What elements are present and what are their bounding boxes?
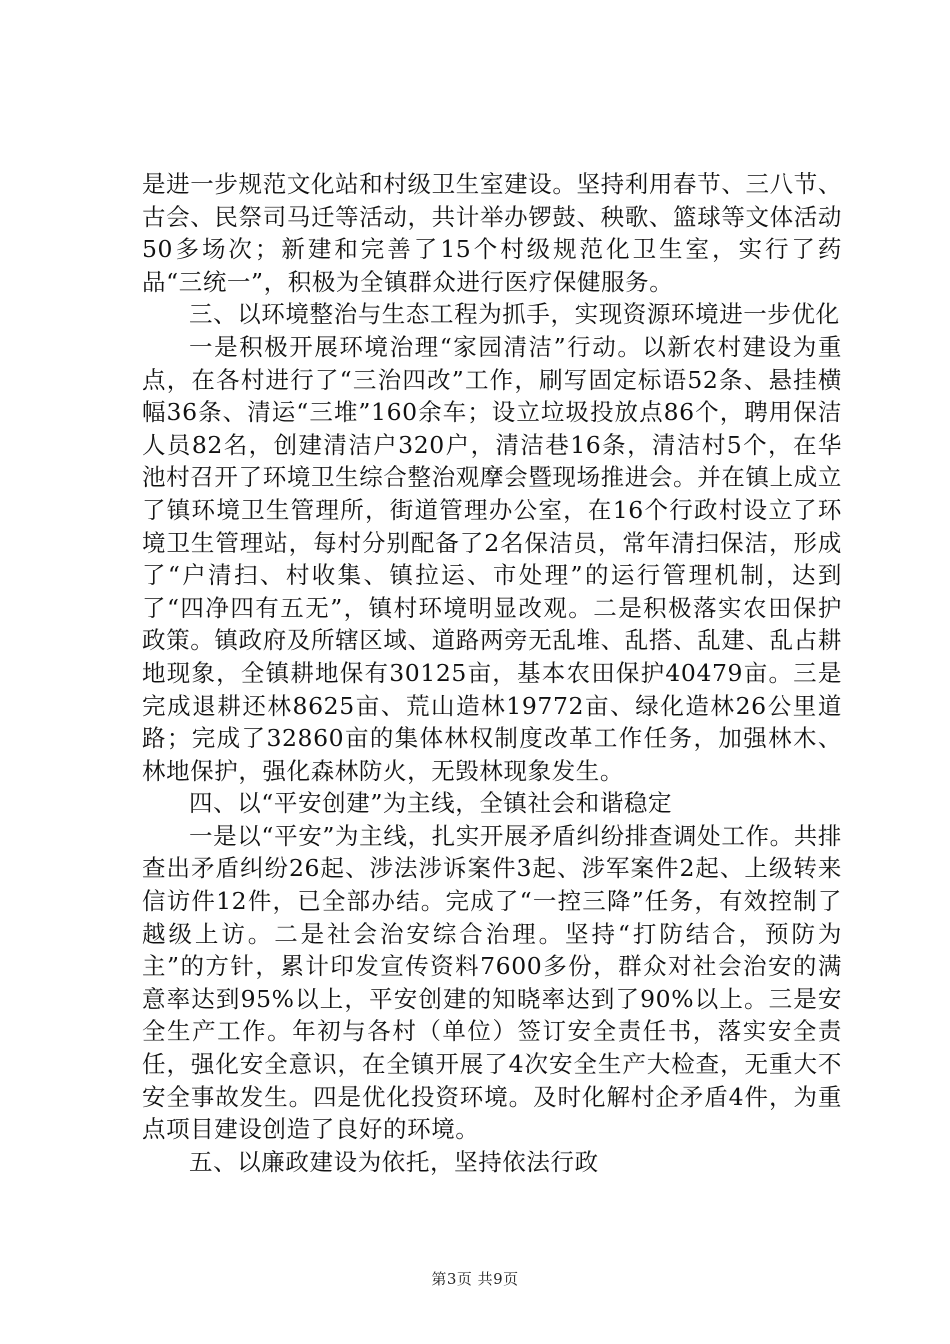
paragraph-culture-health: 是进一步规范文化站和村级卫生室建设。坚持利用春节、三八节、古会、民祭司马迁等活动，共计举办锣鼓、秧歌、篮球等文体活动50多场次；新建和完善了15个村级规范化卫生室，实行了药品“三统一”，积极为全镇群众进行医疗保健服务。 bbox=[142, 170, 842, 296]
heading-section-five: 五、以廉政建设为依托，坚持依法行政 bbox=[189, 1147, 599, 1176]
paragraph-environment: 一是积极开展环境治理“家园清洁”行动。以新农村建设为重点，在各村进行了“三治四改”工作，刷写固定标语52条、悬挂横幅36条、清运“三堆”160余车；设立垃圾投放点86个，聘用保洁人员82名，创建清洁户320户，清洁巷16条，清洁村5个，在华池村召开了环境卫生综合整治观摩会暨现场推进会。并在镇上成立了镇环境卫生管理所，街道管理办公室，在16个行政村设立了环境卫生管理站，每村分别配备了2名保洁员，常年清扫保洁，形成了“户清扫、村收集、镇拉运、市处理”的运行管理机制，达到了“四净四有五无”，镇村环境明显改观。二是积极落实农田保护政策。镇政府及所辖区域、道路两旁无乱堆、乱搭、乱建、乱占耕地现象，全镇耕地保有30125亩，基本农田保护40479亩。三是完成退耕还林8625亩、荒山造林19772亩、绿化造林26公里道路；完成了32860亩的集体林权制度改革工作任务，加强林木、林地保护，强化森林防火，无毁林现象发生。 bbox=[142, 332, 842, 785]
page-footer: 第3页 共9页 bbox=[431, 1270, 519, 1288]
paragraph-safety: 一是以“平安”为主线，扎实开展矛盾纠纷排查调处工作。共排查出矛盾纠纷26起、涉法涉诉案件3起、涉军案件2起、上级转来信访件12件，已全部办结。完成了“一控三降”任务，有效控制了越级上访。二是社会治安综合治理。坚持“打防结合，预防为主”的方针，累计印发宣传资料7600多份，群众对社会治安的满意率达到95%以上，平安创建的知晓率达到了90%以上。三是安全生产工作。年初与各村（单位）签订安全责任书，落实安全责任，强化安全意识，在全镇开展了4次安全生产大检查，无重大不安全事故发生。四是优化投资环境。及时化解村企矛盾4件，为重点项目建设创造了良好的环境。 bbox=[142, 821, 842, 1144]
body-text bbox=[142, 168, 842, 1178]
heading-section-three: 三、以环境整治与生态工程为抓手，实现资源环境进一步优化 bbox=[189, 300, 840, 329]
heading-section-four: 四、以“平安创建”为主线，全镇社会和谐稳定 bbox=[189, 789, 673, 818]
